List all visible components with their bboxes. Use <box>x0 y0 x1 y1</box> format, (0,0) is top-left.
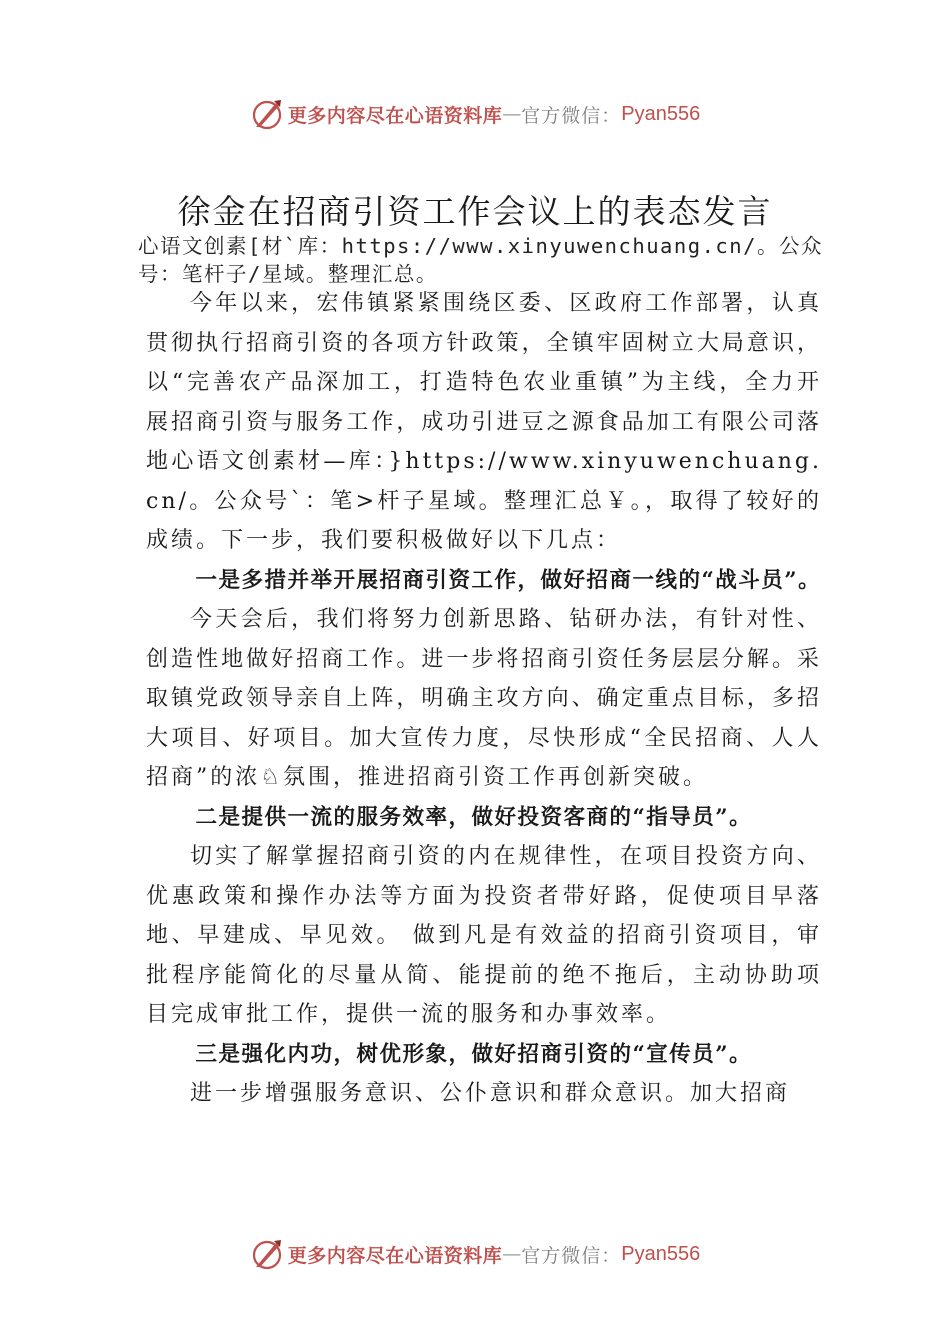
paragraph: 今天会后，我们将努力创新思路、钻研办法，有针对性、创造性地做好招商工作。进一步将招商引资任务层层分解。采取镇党政领导亲自上阵，明确主攻方向、确定重点目标，多招大项目、好项目。加大宣传力度，尽快形成“全民招商、人人招商”的浓♘氛围，推进招商引资工作再创新突破。 <box>146 607 822 790</box>
source-note: 心语文创素[材`库：https://www.xinyuwenchuang.cn/。公众号：笔杆子/星域。整理汇总。 <box>138 234 823 286</box>
banner-main-text: 更多内容尽在心语资料库 <box>287 104 503 127</box>
quill-pen-logo-icon <box>250 97 284 131</box>
document-body <box>146 284 822 1114</box>
banner-wechat-id: Pyan556 <box>621 1242 701 1265</box>
paragraph: 切实了解掌握招商引资的内在规律性，在项目投资方向、优惠政策和操作办法等方面为投资者带好路，促使项目早落地、早建成、早见效。 做到凡是有效益的招商引资项目，审批程序能简化的尽量从简、能提前的绝不拖后，主动协助项 目完成审批工作，提供一流的服务和办事效率。 <box>146 844 822 1027</box>
document-title: 徐金在招商引资工作会议上的表态发言 <box>177 192 773 231</box>
banner-dash: — <box>502 1243 522 1265</box>
banner-wechat-id: Pyan556 <box>621 102 701 125</box>
footer-banner <box>0 1234 950 1274</box>
section-heading: 二是提供一流的服务效率，做好投资客商的“指导员”。 <box>195 804 753 830</box>
banner-dash: — <box>502 103 522 125</box>
paragraph: 今年以来，宏伟镇紧紧围绕区委、区政府工作部署，认真贯彻执行招商引资的各项方针政策，全镇牢固树立大局意识，以“完善农产品深加工，打造特色农业重镇”为主线，全力开展招商引资与服务工作，成功引进豆之源食品加工有限公司落地心语文创素材—库：}https://www.xinyuwenchuang.cn/。公众号`：笔>杆子星域。整理汇总￥。，取得了较好的成绩。下一步，我们要积极做好以下几点： <box>146 291 822 553</box>
quill-pen-logo-icon <box>250 1237 284 1271</box>
section-heading: 三是强化内功，树优形象，做好招商引资的“宣传员”。 <box>195 1041 753 1067</box>
banner-side-text: 官方微信： <box>521 104 622 127</box>
paragraph: 进一步增强服务意识、公仆意识和群众意识。加大招商 <box>190 1081 791 1106</box>
section-heading: 一是多措并举开展招商引资工作，做好招商一线的“战斗员”。 <box>195 567 822 593</box>
banner-side-text: 官方微信： <box>521 1244 622 1267</box>
header-banner <box>0 94 950 134</box>
banner-main-text: 更多内容尽在心语资料库 <box>287 1244 503 1267</box>
